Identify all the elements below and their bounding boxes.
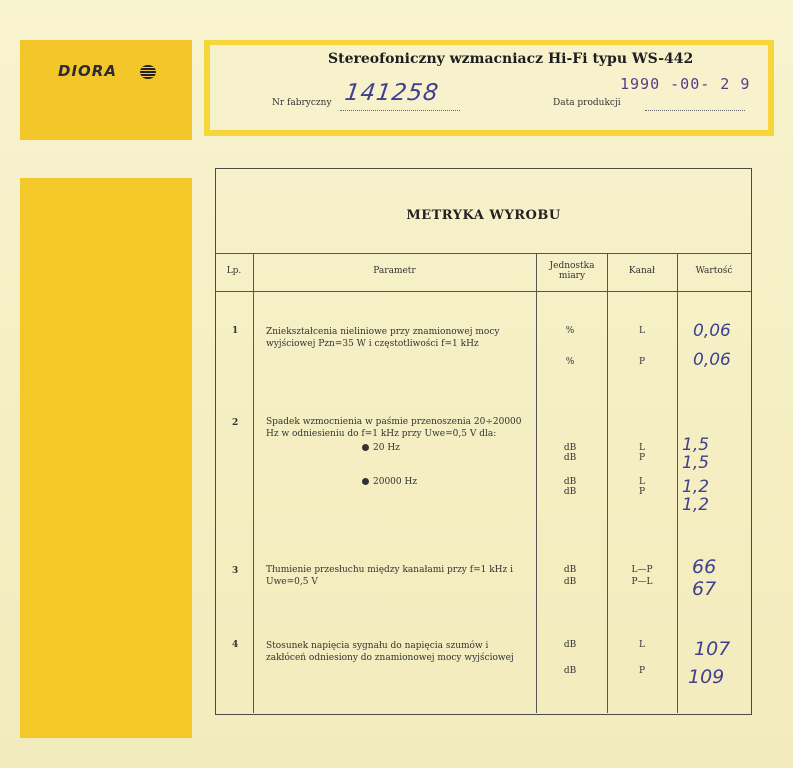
- unit-cell: dB: [563, 565, 577, 575]
- col-header-unit: Jednostka miary: [549, 261, 595, 281]
- col-header-param: Parametr: [373, 266, 416, 276]
- value-handwritten: 1,2: [682, 495, 710, 515]
- col-header-lp: Lp.: [226, 266, 242, 276]
- brand-logo: DIORA: [58, 62, 117, 80]
- serial-label: Nr fabryczny: [272, 98, 332, 108]
- product-certificate: [215, 168, 752, 715]
- unit-cell: dB: [563, 640, 577, 650]
- col-divider: [677, 253, 678, 713]
- channel-cell: P—L: [631, 577, 653, 587]
- channel-cell: L—P: [631, 565, 653, 575]
- unit-cell: dB: [563, 477, 577, 487]
- param-text: Spadek wzmocnienia w paśmie przenoszenia 20÷20000 Hz w odniesieniu do f=1 kHz przy Uwe=0,5 V dla:: [266, 417, 522, 439]
- col-divider: [253, 253, 254, 713]
- date-dotted-line: [645, 110, 745, 111]
- table-header-rule: [215, 291, 751, 292]
- unit-cell: dB: [563, 453, 577, 463]
- value-handwritten: 0,06: [693, 321, 731, 341]
- value-handwritten: 1,5: [682, 435, 710, 455]
- unit-cell: dB: [563, 487, 577, 497]
- col-divider: [536, 253, 537, 713]
- unit-cell: dB: [563, 443, 577, 453]
- channel-cell: P: [638, 453, 646, 463]
- param-text: Stosunek napięcia sygnału do napięcia szumów i zakłóceń odniesiony do znamionowej mocy wyjściowej: [266, 641, 514, 663]
- serial-dotted-line: [340, 110, 460, 111]
- value-handwritten: 0,06: [693, 350, 731, 370]
- value-handwritten: 67: [692, 578, 717, 600]
- product-title: Stereofoniczny wzmacniacz Hi-Fi typu WS-442: [328, 51, 694, 67]
- date-label: Data produkcji: [553, 98, 621, 108]
- channel-cell: P: [638, 357, 646, 367]
- col-header-channel: Kanał: [628, 266, 656, 276]
- value-handwritten: 1,5: [682, 453, 710, 473]
- yellow-logo-band: [20, 40, 192, 140]
- channel-cell: L: [639, 443, 645, 453]
- bullet-icon: [362, 478, 369, 485]
- row-number: 2: [232, 418, 239, 428]
- channel-cell: L: [639, 477, 645, 487]
- unit-cell: dB: [563, 666, 577, 676]
- row-number: 1: [232, 326, 239, 336]
- certificate-title: METRYKA WYROBU: [406, 208, 561, 223]
- unit-cell: dB: [563, 577, 577, 587]
- channel-cell: P: [638, 487, 646, 497]
- value-handwritten: 66: [692, 556, 717, 578]
- channel-cell: L: [639, 640, 645, 650]
- serial-value: 141258: [343, 80, 441, 106]
- channel-cell: P: [638, 666, 646, 676]
- unit-cell: %: [565, 357, 575, 367]
- sub-param-20hz: 20 Hz: [362, 442, 400, 454]
- table-top-rule: [215, 253, 751, 254]
- value-handwritten: 1,2: [682, 477, 710, 497]
- row-number: 4: [232, 640, 239, 650]
- col-header-value: Wartość: [695, 266, 733, 276]
- brand-logo-icon: [140, 65, 156, 79]
- bullet-icon: [362, 444, 369, 451]
- sub-param-20000hz: 20000 Hz: [362, 476, 417, 488]
- value-handwritten: 109: [688, 666, 725, 688]
- value-handwritten: 107: [694, 638, 731, 660]
- param-text: Zniekształcenia nieliniowe przy znamionowej mocy wyjściowej Pzn=35 W i częstotliwości f=1 kHz: [266, 327, 500, 349]
- col-divider: [607, 253, 608, 713]
- unit-cell: %: [565, 326, 575, 336]
- row-number: 3: [232, 566, 239, 576]
- channel-cell: L: [639, 326, 645, 336]
- yellow-side-band: [20, 178, 192, 738]
- param-text: Tłumienie przesłuchu między kanałami przy f=1 kHz i Uwe=0,5 V: [266, 565, 513, 587]
- date-stamp: 1990 -00- 2 9: [620, 75, 751, 93]
